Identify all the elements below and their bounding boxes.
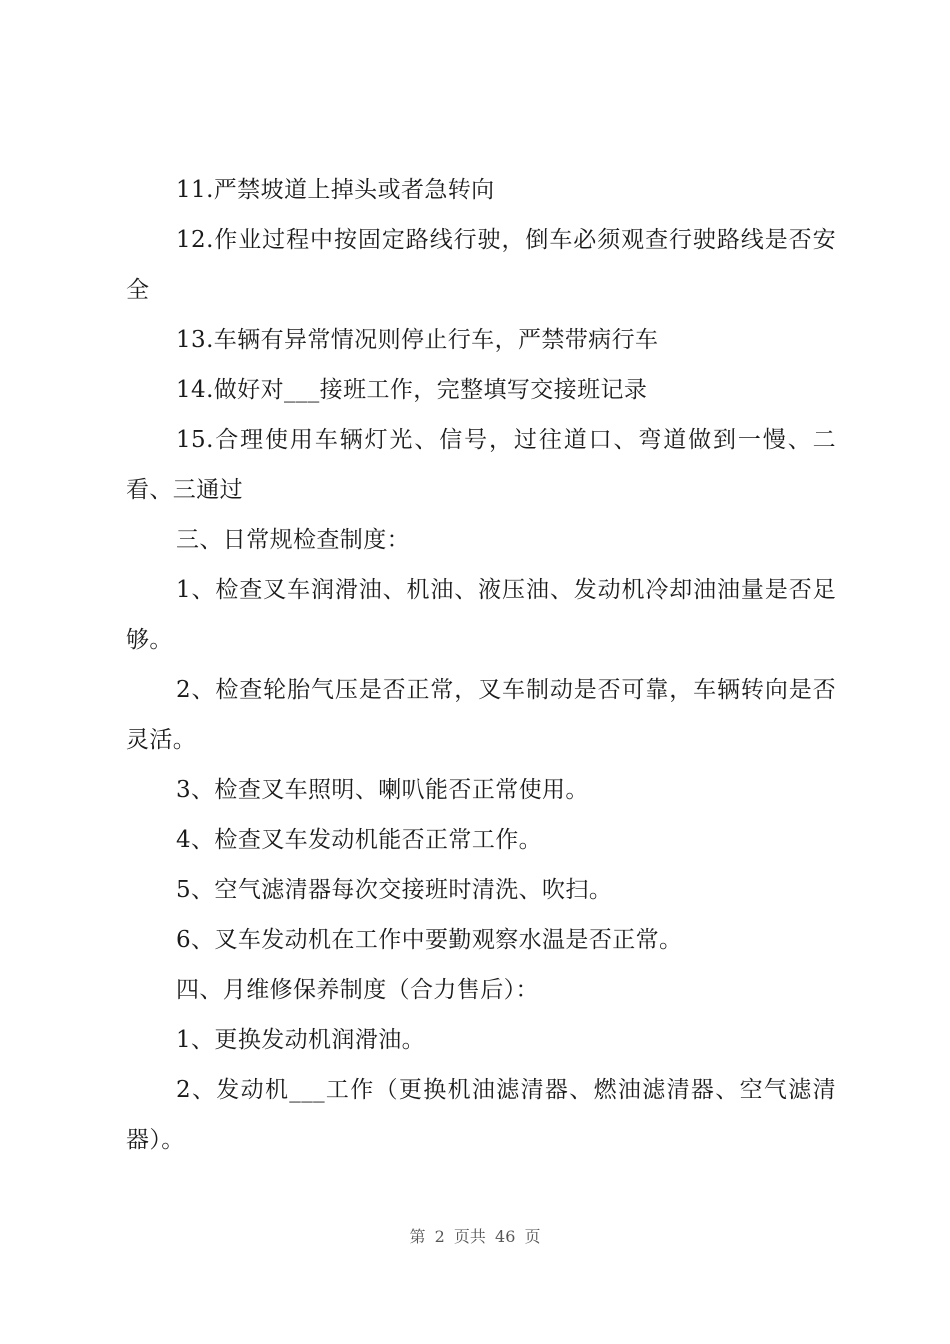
footer-page-number: 2: [434, 1227, 445, 1246]
paragraph: 6、叉车发动机在工作中要勤观察水温是否正常。: [176, 927, 683, 953]
paragraph: 15.合理使用车辆灯光、信号，过往道口、弯道做到一慢、二看、三通过: [126, 427, 836, 503]
paragraph: 1、检查叉车润滑油、机油、液压油、发动机冷却油油量是否足够。: [126, 577, 836, 653]
section-heading: 三、日常规检查制度：: [176, 527, 410, 553]
paragraph: 13.车辆有异常情况则停止行车，严禁带病行车: [176, 327, 659, 353]
paragraph: 1、更换发动机润滑油。: [176, 1027, 426, 1053]
footer-prefix: 第: [409, 1227, 426, 1246]
paragraph: 3、检查叉车照明、喇叭能否正常使用。: [176, 777, 589, 803]
paragraph: 2、发动机___工作（更换机油滤清器、燃油滤清器、空气滤清器）。: [126, 1077, 836, 1153]
paragraph: 11.严禁坡道上掉头或者急转向: [176, 177, 495, 203]
document-body: [126, 165, 836, 1165]
footer-middle: 页共: [453, 1227, 486, 1246]
paragraph: 5、空气滤清器每次交接班时清洗、吹扫。: [176, 877, 613, 903]
paragraph: 14.做好对___接班工作，完整填写交接班记录: [176, 377, 648, 403]
paragraph: 4、检查叉车发动机能否正常工作。: [176, 827, 543, 853]
section-heading: 四、月维修保养制度（合力售后）：: [176, 977, 539, 1003]
paragraph: 12.作业过程中按固定路线行驶，倒车必须观查行驶路线是否安全: [126, 227, 836, 303]
paragraph: 2、检查轮胎气压是否正常，叉车制动是否可靠，车辆转向是否灵活。: [126, 677, 836, 753]
page-footer: [0, 1226, 950, 1248]
footer-suffix: 页: [524, 1227, 541, 1246]
footer-total-pages: 46: [495, 1227, 516, 1246]
